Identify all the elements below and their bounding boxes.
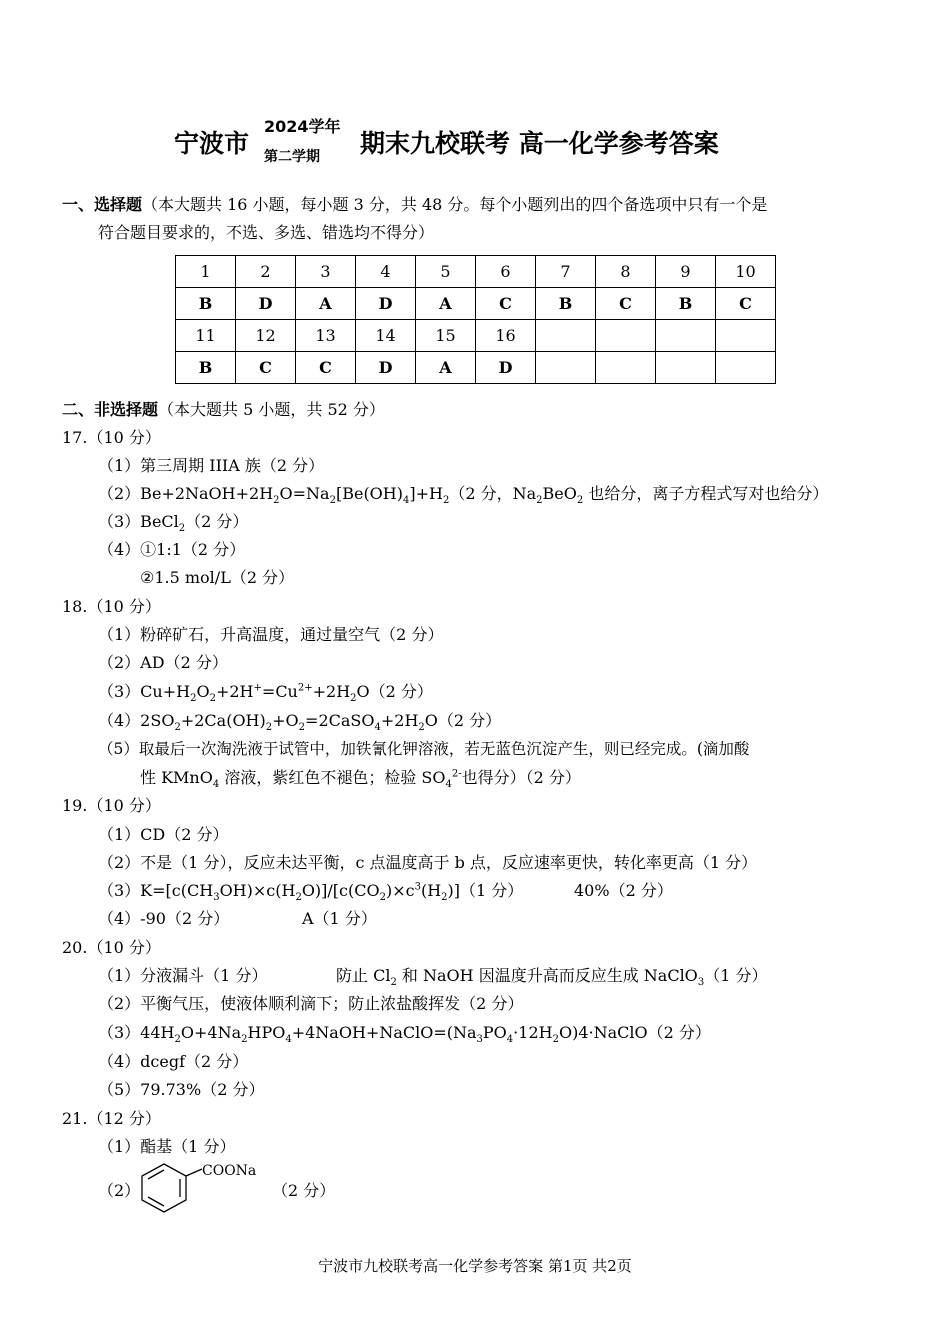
- table-cell: C: [716, 288, 776, 320]
- q18-answer-2: （2）AD（2 分）: [98, 653, 228, 672]
- q20-answer-1b: 防止 $Cl_2$ 和 NaOH 因温度升高而反应生成 NaClO$_3$（1 分）: [336, 966, 768, 989]
- q19-answer-4b: A（1 分）: [302, 909, 377, 928]
- q20-heading: 20.（10 分）: [62, 938, 161, 957]
- q18-heading: 18.（10 分）: [62, 597, 161, 616]
- carboxylate-group-label: COONa: [202, 1163, 257, 1179]
- table-cell: B: [656, 288, 716, 320]
- q17-answer-4b: ②1.5 mol/L（2 分）: [140, 568, 295, 587]
- table-cell: 9: [656, 256, 716, 288]
- table-cell: 12: [236, 320, 296, 352]
- title-term: 第二学期: [264, 149, 320, 165]
- table-cell: 15: [416, 320, 476, 352]
- table-row: [176, 320, 776, 352]
- table-cell: D: [236, 288, 296, 320]
- q19-answer-3: $(3)K=[c(CH_3OH)\times c(H_2O)]/[c(CO_2)\times c^3(H_2)](1$ 分）: [98, 881, 524, 904]
- section2-desc: （本大题共 5 小题，共 52 分）: [158, 400, 385, 419]
- table-cell: C: [596, 288, 656, 320]
- table-cell: [716, 320, 776, 352]
- table-cell: [536, 320, 596, 352]
- q18-answer-4: $(4)2SO_2+2Ca(OH)_2+O_2=2CaSO_4+2H_2O(2$ 分）: [98, 711, 502, 734]
- table-cell: 11: [176, 320, 236, 352]
- table-cell: 1: [176, 256, 236, 288]
- table-cell: [716, 352, 776, 384]
- title-year-term: [264, 118, 341, 166]
- table-cell: 10: [716, 256, 776, 288]
- table-row: [176, 352, 776, 384]
- title-year: 2024学年: [264, 117, 341, 136]
- q20-answer-5: （5）79.73%（2 分）: [98, 1080, 265, 1099]
- table-cell: [656, 352, 716, 384]
- answer-table: [175, 255, 776, 384]
- table-cell: 2: [236, 256, 296, 288]
- section1-heading: 一、选择题: [62, 195, 143, 214]
- q21-answer-2-score: （2 分）: [272, 1181, 336, 1200]
- q17-heading: 17.（10 分）: [62, 428, 161, 447]
- q18-answer-1: （1）粉碎矿石，升高温度，通过量空气（2 分）: [98, 625, 444, 644]
- q20-answer-4: （4）dcegf（2 分）: [98, 1052, 249, 1071]
- q21-heading: 21.（12 分）: [62, 1109, 161, 1128]
- table-cell: 8: [596, 256, 656, 288]
- q18-answer-5b: 性 KMnO$_4$ 溶液，紫红色不褪色；检验 $SO_4^{2-}$也得分）（2 分）: [140, 768, 581, 791]
- table-cell: [596, 320, 656, 352]
- table-cell: A: [416, 288, 476, 320]
- table-cell: 6: [476, 256, 536, 288]
- q20-answer-3: $(3)44H_2O+4Na_2HPO_4+4NaOH+NaClO=(Na_3PO_4\cdot 12H_2O)4\cdot NaClO(2$ 分）: [98, 1023, 711, 1046]
- table-cell: [536, 352, 596, 384]
- q18-answer-5: （5）取最后一次淘洗液于试管中，加铁氰化钾溶液，若无蓝色沉淀产生，则已经完成。(滴加酸: [98, 740, 750, 758]
- q17-answer-1: （1）第三周期 IIIA 族（2 分）: [98, 456, 325, 475]
- q19-answer-2: （2）不是（1 分），反应未达平衡，c 点温度高于 b 点，反应速率更快，转化率更高（1 分）: [98, 853, 758, 872]
- table-cell: C: [476, 288, 536, 320]
- table-cell: 3: [296, 256, 356, 288]
- table-cell: B: [536, 288, 596, 320]
- q19-answer-4: （4）-90（2 分）: [98, 909, 230, 928]
- table-cell: D: [476, 352, 536, 384]
- section1-line1: [62, 192, 767, 215]
- table-cell: D: [356, 352, 416, 384]
- q21-answer-2-label: （2）: [98, 1181, 141, 1200]
- table-cell: D: [356, 288, 416, 320]
- section1-desc1: （本大题共 16 小题，每小题 3 分，共 48 分。每个小题列出的四个备选项中只有一个是: [142, 195, 768, 214]
- table-cell: A: [296, 288, 356, 320]
- table-cell: 14: [356, 320, 416, 352]
- q21-answer-1: （1）酯基（1 分）: [98, 1137, 236, 1156]
- title-main: 期末九校联考 高一化学参考答案: [360, 129, 719, 158]
- q17-answer-2: $(2)Be+2NaOH+2H_2O=Na_2[Be(OH)_4]+H_2(2$ 分，$Na_2BeO_2$ 也给分，离子方程式写对也给分）: [98, 484, 829, 507]
- section1-desc2: 符合题目要求的，不选、多选、错选均不得分）: [98, 223, 435, 242]
- table-cell: [656, 320, 716, 352]
- table-cell: [596, 352, 656, 384]
- table-cell: 4: [356, 256, 416, 288]
- table-cell: C: [296, 352, 356, 384]
- q18-answer-3: $(3)Cu+H_2O_2+2H^+=Cu^{2+}+2H_2O(2$ 分）: [98, 682, 433, 705]
- q19-answer-3b: 40%（2 分）: [574, 881, 673, 900]
- table-cell: C: [236, 352, 296, 384]
- q19-heading: 19.（10 分）: [62, 796, 161, 815]
- table-cell: 16: [476, 320, 536, 352]
- table-cell: A: [416, 352, 476, 384]
- q19-answer-1: （1）CD（2 分）: [98, 825, 229, 844]
- q20-answer-2: （2）平衡气压，使液体顺利滴下；防止浓盐酸挥发（2 分）: [98, 994, 524, 1013]
- table-cell: B: [176, 288, 236, 320]
- table-row: [176, 288, 776, 320]
- table-row: [176, 256, 776, 288]
- table-cell: 5: [416, 256, 476, 288]
- q20-answer-1: （1）分液漏斗（1 分）: [98, 966, 268, 985]
- table-cell: 7: [536, 256, 596, 288]
- page-footer: 宁波市九校联考高一化学参考答案 第1页 共2页: [318, 1257, 632, 1275]
- q17-answer-4: （4）①1:1（2 分）: [98, 540, 246, 559]
- title-city: 宁波市: [174, 129, 250, 158]
- q17-answer-3: （3）BeCl$_2$（2 分）: [98, 512, 249, 535]
- table-cell: 13: [296, 320, 356, 352]
- section2-heading: 二、非选择题: [62, 400, 159, 419]
- section2-line: [62, 397, 385, 420]
- table-cell: B: [176, 352, 236, 384]
